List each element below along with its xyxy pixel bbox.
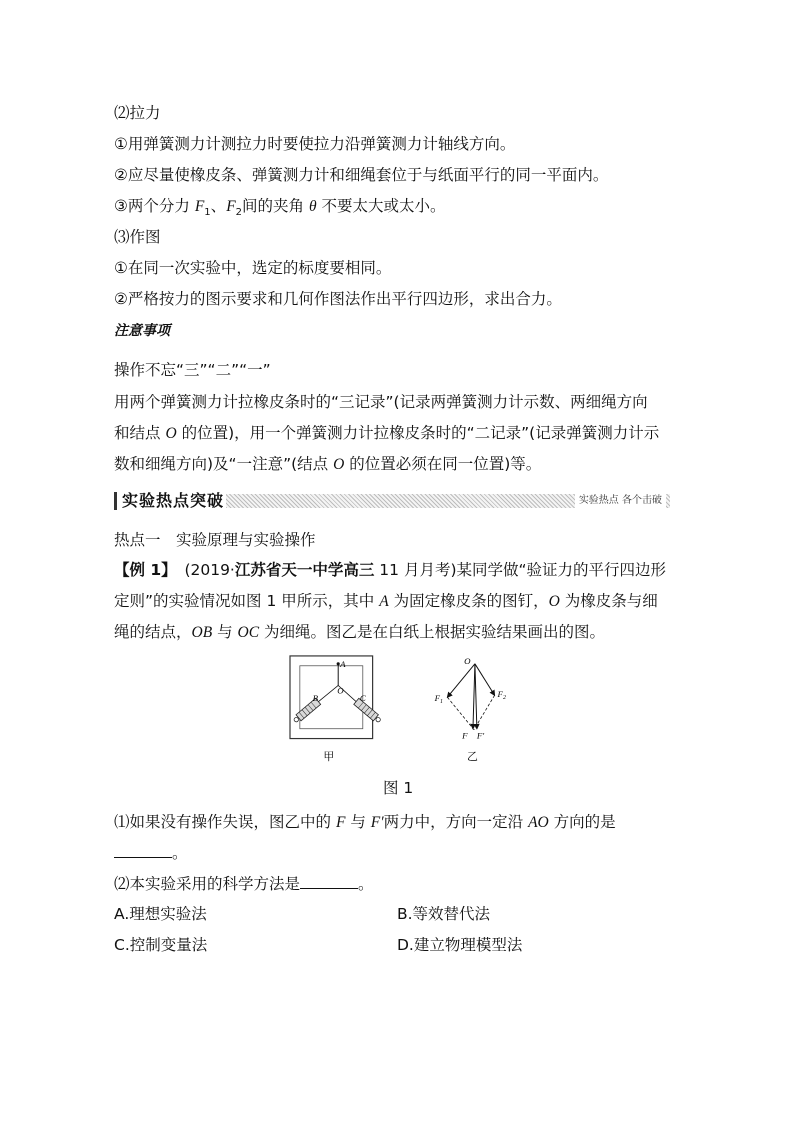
text-line: ⑶作图 [114,228,161,246]
vector-F-prime [475,664,477,729]
symbol-theta: θ [308,198,317,215]
text: 数和细绳方向)及“一注意”(结点 [114,455,334,473]
text-line: ②应尽量使橡皮条、弹簧测力计和细绳套位于与纸面平行的同一平面内。 [114,166,609,184]
answer-blank-1[interactable] [114,843,172,858]
text: 和结点 [114,424,166,442]
symbol-O: O [548,593,560,610]
text-line [114,196,446,223]
symbol-F-prime: F′ [370,814,384,831]
text: 为固定橡皮条的图钉， [388,592,549,610]
label-B: B [312,693,319,704]
text: 的位置必须在同一位置)等。 [344,455,542,473]
text: 不要太大或太小。 [316,197,446,215]
text-line: ②严格按力的图示要求和几何作图法作出平行四边形，求出合力。 [114,290,562,308]
text: 11 月月考)某同学做“验证力的平行四边形 [374,561,667,579]
paper-inner [300,666,363,729]
figure-1 [280,652,540,772]
label-F-prime: F′ [476,730,485,741]
subscript: 1 [204,207,211,219]
symbol-O: O [333,456,345,473]
label-F: F [462,730,468,741]
question-1 [114,812,616,833]
text-line [114,423,659,444]
symbol-OC: OC [237,624,260,641]
apparatus-diagram [290,656,382,739]
symbol-O: O [165,425,177,442]
option-A[interactable]: A.理想实验法 [114,905,207,923]
text: 方向的是 [548,813,616,831]
example-tag: 【例 1】 [114,561,169,579]
section-subtitle: 实验热点 各个击破 [575,494,666,508]
label-C: C [359,693,366,704]
option-D[interactable]: D.建立物理模型法 [397,936,523,954]
example-line [114,622,605,643]
label-O: O [464,655,471,666]
text: 绳的结点， [114,623,192,641]
symbol-F1: F [194,198,205,215]
vector-F2 [475,664,495,695]
text: 、 [210,197,227,215]
text: 为橡皮条与细 [559,592,658,610]
text-line: 操作不忘“三”“二”“一” [114,361,271,379]
text-line: ⑵拉力 [114,104,161,122]
dashed-F1-side [447,697,474,729]
text-line [114,454,541,475]
symbol-OB: OB [191,624,213,641]
figure-caption: 图 1 [383,779,414,797]
vector-F [473,664,475,729]
text: ⑴如果没有操作失误，图乙中的 [114,813,336,831]
section-bar [114,490,672,512]
question-2 [114,874,374,894]
text: (2019· [168,561,235,579]
text: 为细绳。图乙是在白纸上根据实验结果画出的图。 [259,623,606,641]
caption-left: 甲 [323,750,335,764]
hotspot-heading: 热点一 实验原理与实验操作 [114,531,316,549]
bar-marker [114,492,117,510]
spring-scale-right [354,698,383,724]
text-line: 用两个弹簧测力计拉橡皮条时的“三记录”(记录两弹簧测力计示数、两细绳方向 [114,393,648,411]
symbol-A: A [379,593,389,610]
text-line: ①用弹簧测力计测拉力时要使拉力沿弹簧测力计轴线方向。 [114,135,516,153]
text: 的位置)，用一个弹簧测力计拉橡皮条时的“二记录”(记录弹簧测力计示 [176,424,660,442]
subscript: 2 [235,207,243,219]
caption-right: 乙 [467,750,478,764]
text-line: ①在同一次实验中，选定的标度要相同。 [114,259,392,277]
text: ③两个分力 [114,197,195,215]
symbol-F2: F [226,198,236,215]
label-F2: $F_2$ [497,689,506,702]
label-A: A [340,658,346,669]
vector-F1 [447,664,475,697]
text: 。 [172,844,188,862]
notes-heading: 注意事项 [114,324,170,339]
label-F1: $F_1$ [434,693,443,706]
string-OB [317,685,339,703]
option-C[interactable]: C.控制变量法 [114,936,208,954]
section-title: 实验热点突破 [122,491,225,510]
text: 定则”的实验情况如图 1 甲所示，其中 [114,592,380,610]
text: ⑵本实验采用的科学方法是 [114,875,301,893]
text: 间的夹角 [242,197,309,215]
option-B[interactable]: B.等效替代法 [397,905,491,923]
text: 与 [345,813,371,831]
source-name: 江苏省天一中学高三 [234,561,375,579]
force-diagram [434,656,506,741]
text: 。 [358,875,374,893]
answer-line-1 [114,843,188,863]
example-line [114,591,658,612]
text: 两力中，方向一定沿 [383,813,529,831]
symbol-F: F [335,814,346,831]
example-line [114,560,666,580]
label-O: O [337,685,344,696]
symbol-AO: AO [528,814,549,831]
answer-blank-2[interactable] [300,874,358,889]
text: 与 [212,623,238,641]
